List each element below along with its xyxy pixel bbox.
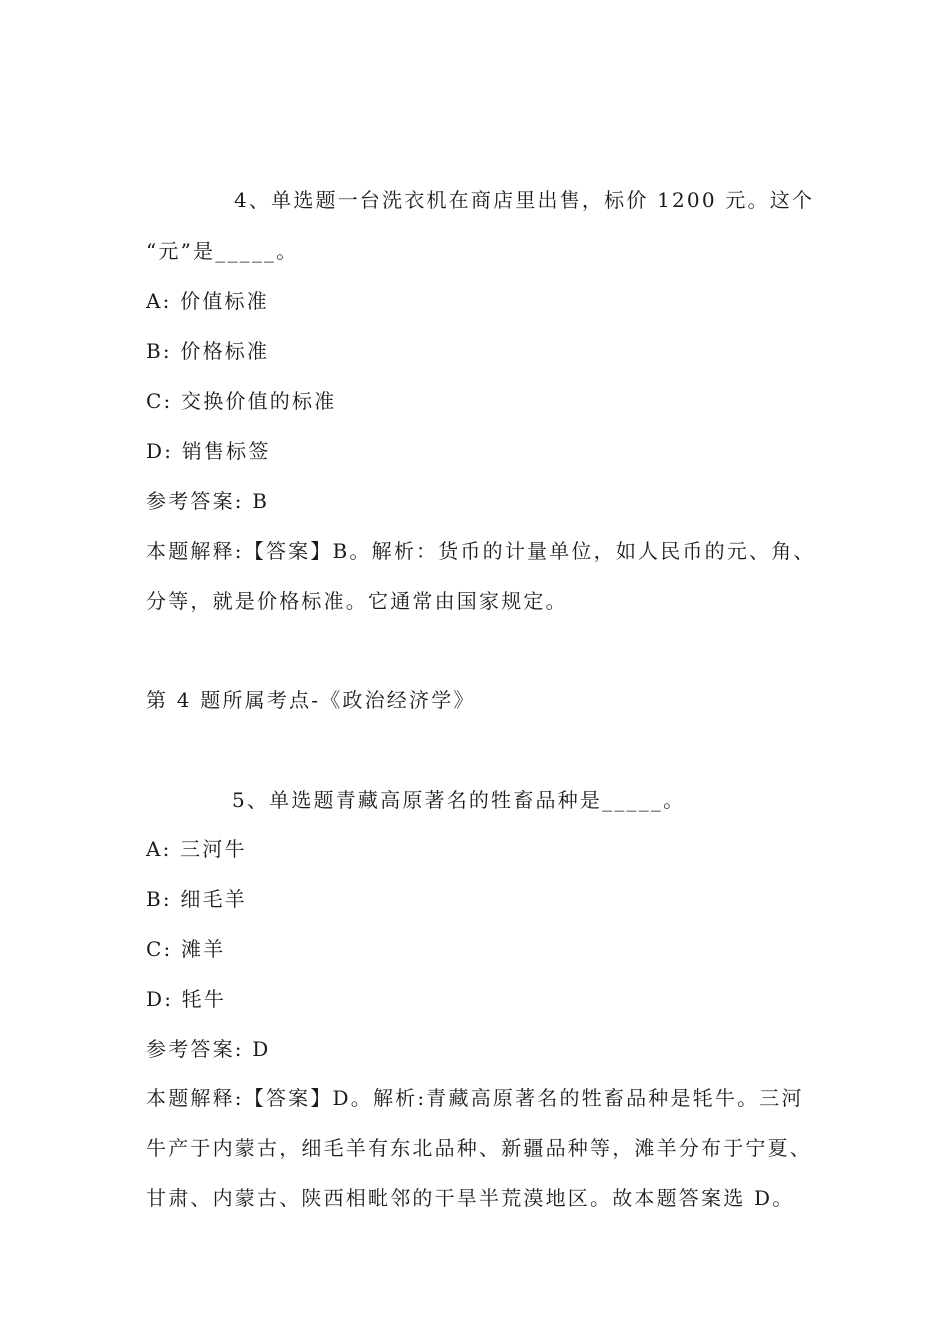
q4-explanation-line-1: 本题解释:【答案】B。解析：货币的计量单位，如人民币的元、角、 [146,539,816,563]
q4-explanation-line-2: 分等，就是价格标准。它通常由国家规定。 [146,589,568,613]
q4-answer: 参考答案: B [146,489,270,513]
q5-answer: 参考答案: D [146,1037,271,1061]
q4-option-a: A: 价值标准 [146,289,269,313]
q4-option-c: C: 交换价值的标准 [146,389,337,413]
q4-option-b: B: 价格标准 [146,339,270,363]
q5-option-a: A: 三河牛 [146,837,247,861]
q5-option-c: C: 滩羊 [146,937,226,961]
q4-stem-line-1: 4、单选题一台洗衣机在商店里出售，标价 1200 元。这个 [234,188,815,212]
q5-option-b: B: 细毛羊 [146,887,247,911]
q5-explanation-line-2: 牛产于内蒙古，细毛羊有东北品种、新疆品种等，滩羊分布于宁夏、 [146,1136,812,1160]
q5-explanation-line-3: 甘肃、内蒙古、陕西相毗邻的干旱半荒漠地区。故本题答案选 D。 [146,1186,795,1210]
q4-option-d: D: 销售标签 [146,439,271,463]
q4-stem-line-2: “元”是_____。 [146,239,299,263]
q4-topic: 第 4 题所属考点-《政治经济学》 [146,688,476,712]
q5-explanation-line-1: 本题解释:【答案】D。解析:青藏高原著名的牲畜品种是牦牛。三河 [146,1086,804,1110]
q5-stem-line-1: 5、单选题青藏高原著名的牲畜品种是_____。 [232,788,686,812]
q5-option-d: D: 牦牛 [146,987,227,1011]
